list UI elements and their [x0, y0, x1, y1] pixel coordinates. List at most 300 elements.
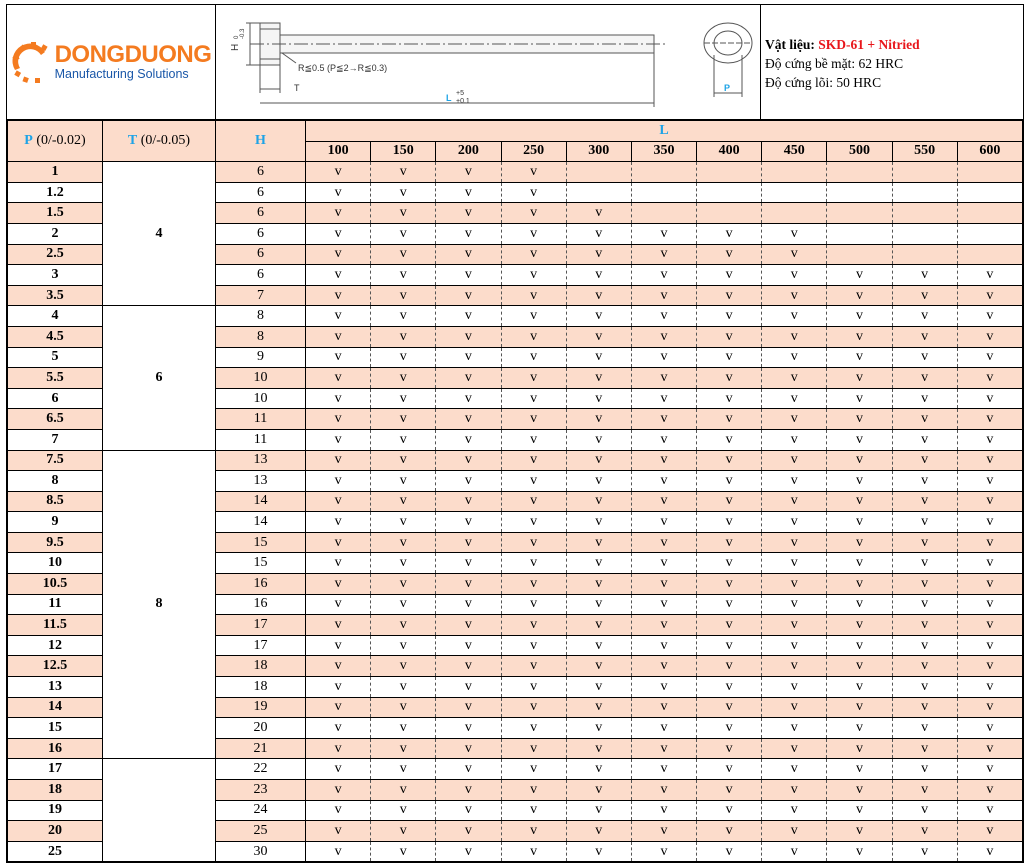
availability-cell: v	[827, 326, 892, 347]
availability-cell: v	[371, 718, 436, 739]
availability-cell: v	[501, 409, 566, 430]
availability-cell: v	[306, 368, 371, 389]
availability-cell: v	[371, 347, 436, 368]
availability-cell: v	[827, 450, 892, 471]
availability-cell: v	[957, 553, 1022, 574]
availability-cell: v	[957, 615, 1022, 636]
h-tol-upper: 0	[234, 35, 240, 39]
availability-cell: v	[436, 594, 501, 615]
p-value-cell: 6	[8, 388, 103, 409]
availability-cell: v	[631, 326, 696, 347]
availability-cell: v	[697, 821, 762, 842]
availability-cell: v	[501, 574, 566, 595]
availability-cell: v	[501, 738, 566, 759]
radius-note: R≦0.5 (P≦2→R≦0.3)	[298, 63, 388, 73]
availability-cell: v	[697, 574, 762, 595]
availability-cell: v	[566, 368, 631, 389]
h-value-cell: 17	[216, 635, 306, 656]
l-tol-lower: +0.1	[456, 98, 470, 105]
availability-cell: v	[371, 656, 436, 677]
availability-cell: v	[631, 429, 696, 450]
availability-cell	[827, 182, 892, 203]
p-value-cell: 17	[8, 759, 103, 780]
availability-cell: v	[371, 800, 436, 821]
availability-cell: v	[827, 265, 892, 286]
material-line	[765, 35, 1023, 54]
availability-cell: v	[631, 223, 696, 244]
availability-cell: v	[306, 718, 371, 739]
availability-cell: v	[827, 388, 892, 409]
size-table	[7, 120, 1023, 862]
availability-cell: v	[762, 491, 827, 512]
availability-cell: v	[501, 615, 566, 636]
h-value-cell: 6	[216, 162, 306, 183]
availability-cell	[957, 162, 1022, 183]
availability-cell: v	[762, 223, 827, 244]
availability-cell: v	[957, 594, 1022, 615]
header	[7, 5, 1023, 120]
availability-cell: v	[436, 656, 501, 677]
l-value-header: 600	[957, 141, 1022, 162]
availability-cell: v	[436, 203, 501, 224]
availability-cell: v	[501, 800, 566, 821]
h-value-cell: 10	[216, 388, 306, 409]
availability-cell: v	[631, 841, 696, 862]
l-value-header: 250	[501, 141, 566, 162]
p-value-cell: 8.5	[8, 491, 103, 512]
availability-cell: v	[892, 759, 957, 780]
availability-cell: v	[371, 223, 436, 244]
availability-cell: v	[697, 347, 762, 368]
h-value-cell: 20	[216, 718, 306, 739]
availability-cell: v	[827, 306, 892, 327]
availability-cell: v	[697, 532, 762, 553]
availability-cell: v	[697, 697, 762, 718]
availability-cell: v	[306, 553, 371, 574]
availability-cell: v	[436, 450, 501, 471]
availability-cell: v	[762, 450, 827, 471]
availability-cell: v	[762, 326, 827, 347]
availability-cell: v	[501, 512, 566, 533]
availability-cell: v	[436, 368, 501, 389]
p-value-cell: 16	[8, 738, 103, 759]
availability-cell: v	[436, 285, 501, 306]
availability-cell: v	[306, 594, 371, 615]
availability-cell: v	[762, 697, 827, 718]
availability-cell: v	[762, 821, 827, 842]
availability-cell: v	[631, 491, 696, 512]
availability-cell: v	[827, 800, 892, 821]
h-value-cell: 15	[216, 553, 306, 574]
p-value-cell: 7	[8, 429, 103, 450]
l-value-header: 550	[892, 141, 957, 162]
p-value-cell: 1.5	[8, 203, 103, 224]
availability-cell: v	[762, 553, 827, 574]
availability-cell: v	[566, 553, 631, 574]
availability-cell: v	[697, 491, 762, 512]
availability-cell	[957, 223, 1022, 244]
p-value-cell: 7.5	[8, 450, 103, 471]
availability-cell: v	[762, 265, 827, 286]
availability-cell: v	[371, 326, 436, 347]
availability-cell: v	[697, 512, 762, 533]
availability-cell: v	[957, 841, 1022, 862]
availability-cell: v	[501, 265, 566, 286]
availability-cell: v	[697, 285, 762, 306]
availability-cell: v	[306, 677, 371, 698]
h-value-cell: 15	[216, 532, 306, 553]
availability-cell: v	[501, 821, 566, 842]
availability-cell: v	[631, 635, 696, 656]
availability-cell: v	[371, 512, 436, 533]
l-value-header: 200	[436, 141, 501, 162]
availability-cell: v	[501, 594, 566, 615]
availability-cell: v	[436, 553, 501, 574]
availability-cell: v	[371, 203, 436, 224]
availability-cell: v	[306, 244, 371, 265]
l-value-header: 350	[631, 141, 696, 162]
availability-cell: v	[631, 738, 696, 759]
availability-cell	[697, 162, 762, 183]
availability-cell: v	[371, 594, 436, 615]
availability-cell: v	[957, 450, 1022, 471]
availability-cell: v	[827, 429, 892, 450]
availability-cell: v	[697, 635, 762, 656]
availability-cell: v	[566, 574, 631, 595]
availability-cell: v	[306, 450, 371, 471]
ejector-pin-drawing	[216, 5, 760, 119]
availability-cell: v	[371, 429, 436, 450]
availability-cell: v	[827, 635, 892, 656]
availability-cell: v	[631, 347, 696, 368]
p-value-cell: 14	[8, 697, 103, 718]
availability-cell: v	[371, 450, 436, 471]
availability-cell: v	[827, 697, 892, 718]
availability-cell: v	[501, 759, 566, 780]
l-value-header: 300	[566, 141, 631, 162]
availability-cell: v	[957, 532, 1022, 553]
availability-cell: v	[436, 182, 501, 203]
availability-cell: v	[371, 306, 436, 327]
h-value-cell: 6	[216, 244, 306, 265]
availability-cell: v	[631, 718, 696, 739]
material-info	[761, 5, 1023, 119]
availability-cell: v	[566, 326, 631, 347]
availability-cell: v	[697, 615, 762, 636]
availability-cell: v	[566, 512, 631, 533]
availability-cell: v	[827, 821, 892, 842]
availability-cell: v	[501, 182, 566, 203]
availability-cell: v	[631, 553, 696, 574]
availability-cell: v	[631, 285, 696, 306]
availability-cell	[697, 182, 762, 203]
table-row	[8, 759, 1023, 780]
availability-cell: v	[501, 491, 566, 512]
h-value-cell: 21	[216, 738, 306, 759]
availability-cell: v	[371, 285, 436, 306]
availability-cell: v	[371, 244, 436, 265]
availability-cell: v	[436, 512, 501, 533]
technical-drawing	[216, 5, 761, 119]
availability-cell: v	[697, 409, 762, 430]
availability-cell	[892, 182, 957, 203]
p-value-cell: 13	[8, 677, 103, 698]
p-value-cell: 2.5	[8, 244, 103, 265]
availability-cell: v	[957, 821, 1022, 842]
availability-cell	[957, 203, 1022, 224]
p-value-cell: 8	[8, 471, 103, 492]
availability-cell: v	[762, 429, 827, 450]
availability-cell: v	[306, 182, 371, 203]
availability-cell: v	[957, 306, 1022, 327]
h-value-cell: 8	[216, 306, 306, 327]
availability-cell: v	[827, 718, 892, 739]
availability-cell	[957, 182, 1022, 203]
p-value-cell: 18	[8, 780, 103, 801]
availability-cell: v	[501, 244, 566, 265]
availability-cell: v	[762, 409, 827, 430]
availability-cell: v	[892, 553, 957, 574]
availability-cell: v	[306, 821, 371, 842]
availability-cell: v	[566, 409, 631, 430]
availability-cell: v	[631, 759, 696, 780]
availability-cell: v	[566, 450, 631, 471]
availability-cell: v	[306, 512, 371, 533]
availability-cell: v	[566, 759, 631, 780]
availability-cell: v	[762, 594, 827, 615]
availability-cell: v	[827, 368, 892, 389]
h-value-cell: 30	[216, 841, 306, 862]
core-hardness: Độ cứng lõi: 50 HRC	[765, 75, 882, 90]
h-value-cell: 6	[216, 265, 306, 286]
availability-cell: v	[501, 553, 566, 574]
availability-cell: v	[306, 532, 371, 553]
availability-cell: v	[892, 491, 957, 512]
h-value-cell: 18	[216, 677, 306, 698]
l-value-header: 400	[697, 141, 762, 162]
availability-cell: v	[306, 738, 371, 759]
availability-cell: v	[436, 574, 501, 595]
availability-cell: v	[827, 615, 892, 636]
availability-cell: v	[892, 409, 957, 430]
availability-cell	[762, 162, 827, 183]
p-value-cell: 11	[8, 594, 103, 615]
p-value-cell: 10	[8, 553, 103, 574]
availability-cell: v	[892, 615, 957, 636]
availability-cell: v	[762, 285, 827, 306]
availability-cell: v	[371, 388, 436, 409]
l-dimension-label: L	[446, 93, 452, 103]
h-value-cell: 16	[216, 594, 306, 615]
availability-cell: v	[762, 368, 827, 389]
availability-cell: v	[371, 780, 436, 801]
p-value-cell: 25	[8, 841, 103, 862]
h-value-cell: 11	[216, 409, 306, 430]
availability-cell: v	[371, 759, 436, 780]
availability-cell: v	[371, 182, 436, 203]
t-dimension-label: T	[294, 83, 300, 93]
p-value-cell: 20	[8, 821, 103, 842]
availability-cell: v	[566, 718, 631, 739]
p-value-cell: 19	[8, 800, 103, 821]
availability-cell: v	[566, 491, 631, 512]
availability-cell: v	[566, 532, 631, 553]
h-value-cell: 13	[216, 450, 306, 471]
availability-cell: v	[827, 409, 892, 430]
availability-cell: v	[892, 512, 957, 533]
availability-cell: v	[371, 368, 436, 389]
availability-cell: v	[697, 841, 762, 862]
availability-cell: v	[371, 532, 436, 553]
h-value-cell: 24	[216, 800, 306, 821]
availability-cell	[827, 203, 892, 224]
h-tol-lower: -0.3	[240, 28, 246, 39]
l-value-header: 450	[762, 141, 827, 162]
availability-cell: v	[371, 265, 436, 286]
availability-cell: v	[306, 471, 371, 492]
gear-logo-icon	[11, 40, 51, 84]
availability-cell: v	[892, 821, 957, 842]
availability-cell: v	[436, 738, 501, 759]
availability-cell: v	[566, 635, 631, 656]
availability-cell: v	[436, 532, 501, 553]
p-value-cell: 4.5	[8, 326, 103, 347]
h-value-cell: 14	[216, 491, 306, 512]
availability-cell: v	[371, 491, 436, 512]
availability-cell	[631, 162, 696, 183]
availability-cell: v	[566, 265, 631, 286]
availability-cell: v	[631, 409, 696, 430]
availability-cell: v	[371, 162, 436, 183]
availability-cell: v	[631, 780, 696, 801]
availability-cell: v	[762, 677, 827, 698]
availability-cell: v	[957, 718, 1022, 739]
availability-cell: v	[762, 574, 827, 595]
availability-cell	[827, 162, 892, 183]
availability-cell: v	[631, 244, 696, 265]
availability-cell: v	[306, 697, 371, 718]
availability-cell: v	[697, 471, 762, 492]
availability-cell: v	[957, 491, 1022, 512]
availability-cell	[957, 244, 1022, 265]
availability-cell: v	[827, 512, 892, 533]
availability-cell: v	[371, 697, 436, 718]
brand-tagline: Manufacturing Solutions	[54, 67, 189, 81]
availability-cell: v	[436, 841, 501, 862]
availability-cell: v	[306, 347, 371, 368]
availability-cell: v	[566, 656, 631, 677]
availability-cell: v	[957, 677, 1022, 698]
availability-cell: v	[436, 759, 501, 780]
availability-cell: v	[697, 368, 762, 389]
availability-cell: v	[892, 347, 957, 368]
surface-hardness: Độ cứng bề mặt: 62 HRC	[765, 56, 904, 71]
p-value-cell: 3.5	[8, 285, 103, 306]
availability-cell: v	[501, 285, 566, 306]
availability-cell: v	[306, 162, 371, 183]
p-value-cell: 5.5	[8, 368, 103, 389]
availability-cell: v	[697, 738, 762, 759]
availability-cell: v	[501, 450, 566, 471]
brand-name: DONGDUONG	[54, 41, 212, 68]
availability-cell: v	[957, 409, 1022, 430]
availability-cell: v	[631, 615, 696, 636]
availability-cell: v	[371, 677, 436, 698]
availability-cell: v	[957, 759, 1022, 780]
availability-cell: v	[697, 656, 762, 677]
availability-cell: v	[762, 780, 827, 801]
availability-cell	[762, 182, 827, 203]
availability-cell	[892, 203, 957, 224]
availability-cell: v	[306, 203, 371, 224]
availability-cell: v	[892, 388, 957, 409]
availability-cell: v	[306, 429, 371, 450]
availability-cell: v	[306, 285, 371, 306]
availability-cell: v	[957, 697, 1022, 718]
availability-cell	[827, 223, 892, 244]
availability-cell: v	[566, 347, 631, 368]
availability-cell: v	[762, 656, 827, 677]
availability-cell: v	[306, 388, 371, 409]
availability-cell: v	[892, 285, 957, 306]
availability-cell	[631, 203, 696, 224]
availability-cell	[827, 244, 892, 265]
p-value-cell: 3	[8, 265, 103, 286]
availability-cell: v	[892, 780, 957, 801]
availability-cell	[892, 223, 957, 244]
availability-cell: v	[892, 635, 957, 656]
availability-cell: v	[892, 841, 957, 862]
availability-cell: v	[957, 656, 1022, 677]
availability-cell: v	[697, 429, 762, 450]
availability-cell: v	[566, 306, 631, 327]
availability-cell: v	[631, 265, 696, 286]
availability-cell: v	[371, 471, 436, 492]
availability-cell: v	[697, 326, 762, 347]
availability-cell: v	[827, 574, 892, 595]
availability-cell: v	[631, 821, 696, 842]
availability-cell: v	[501, 718, 566, 739]
availability-cell: v	[892, 594, 957, 615]
availability-cell: v	[436, 697, 501, 718]
availability-cell: v	[957, 368, 1022, 389]
availability-cell	[566, 162, 631, 183]
availability-cell: v	[957, 388, 1022, 409]
availability-cell: v	[371, 841, 436, 862]
availability-cell: v	[501, 203, 566, 224]
availability-cell: v	[436, 635, 501, 656]
availability-cell: v	[436, 162, 501, 183]
availability-cell: v	[501, 635, 566, 656]
availability-cell	[762, 203, 827, 224]
availability-cell: v	[957, 326, 1022, 347]
availability-cell: v	[436, 388, 501, 409]
availability-cell: v	[827, 491, 892, 512]
t-column-header: T (0/-0.05)	[103, 121, 216, 162]
availability-cell: v	[436, 223, 501, 244]
availability-cell: v	[306, 780, 371, 801]
availability-cell: v	[501, 471, 566, 492]
availability-cell: v	[371, 635, 436, 656]
table-row	[8, 306, 1023, 327]
availability-cell: v	[306, 656, 371, 677]
t-value-cell: 6	[103, 306, 216, 450]
p-value-cell: 9	[8, 512, 103, 533]
availability-cell: v	[762, 615, 827, 636]
availability-cell: v	[566, 203, 631, 224]
availability-cell: v	[697, 780, 762, 801]
h-dimension-label: H	[230, 43, 241, 51]
